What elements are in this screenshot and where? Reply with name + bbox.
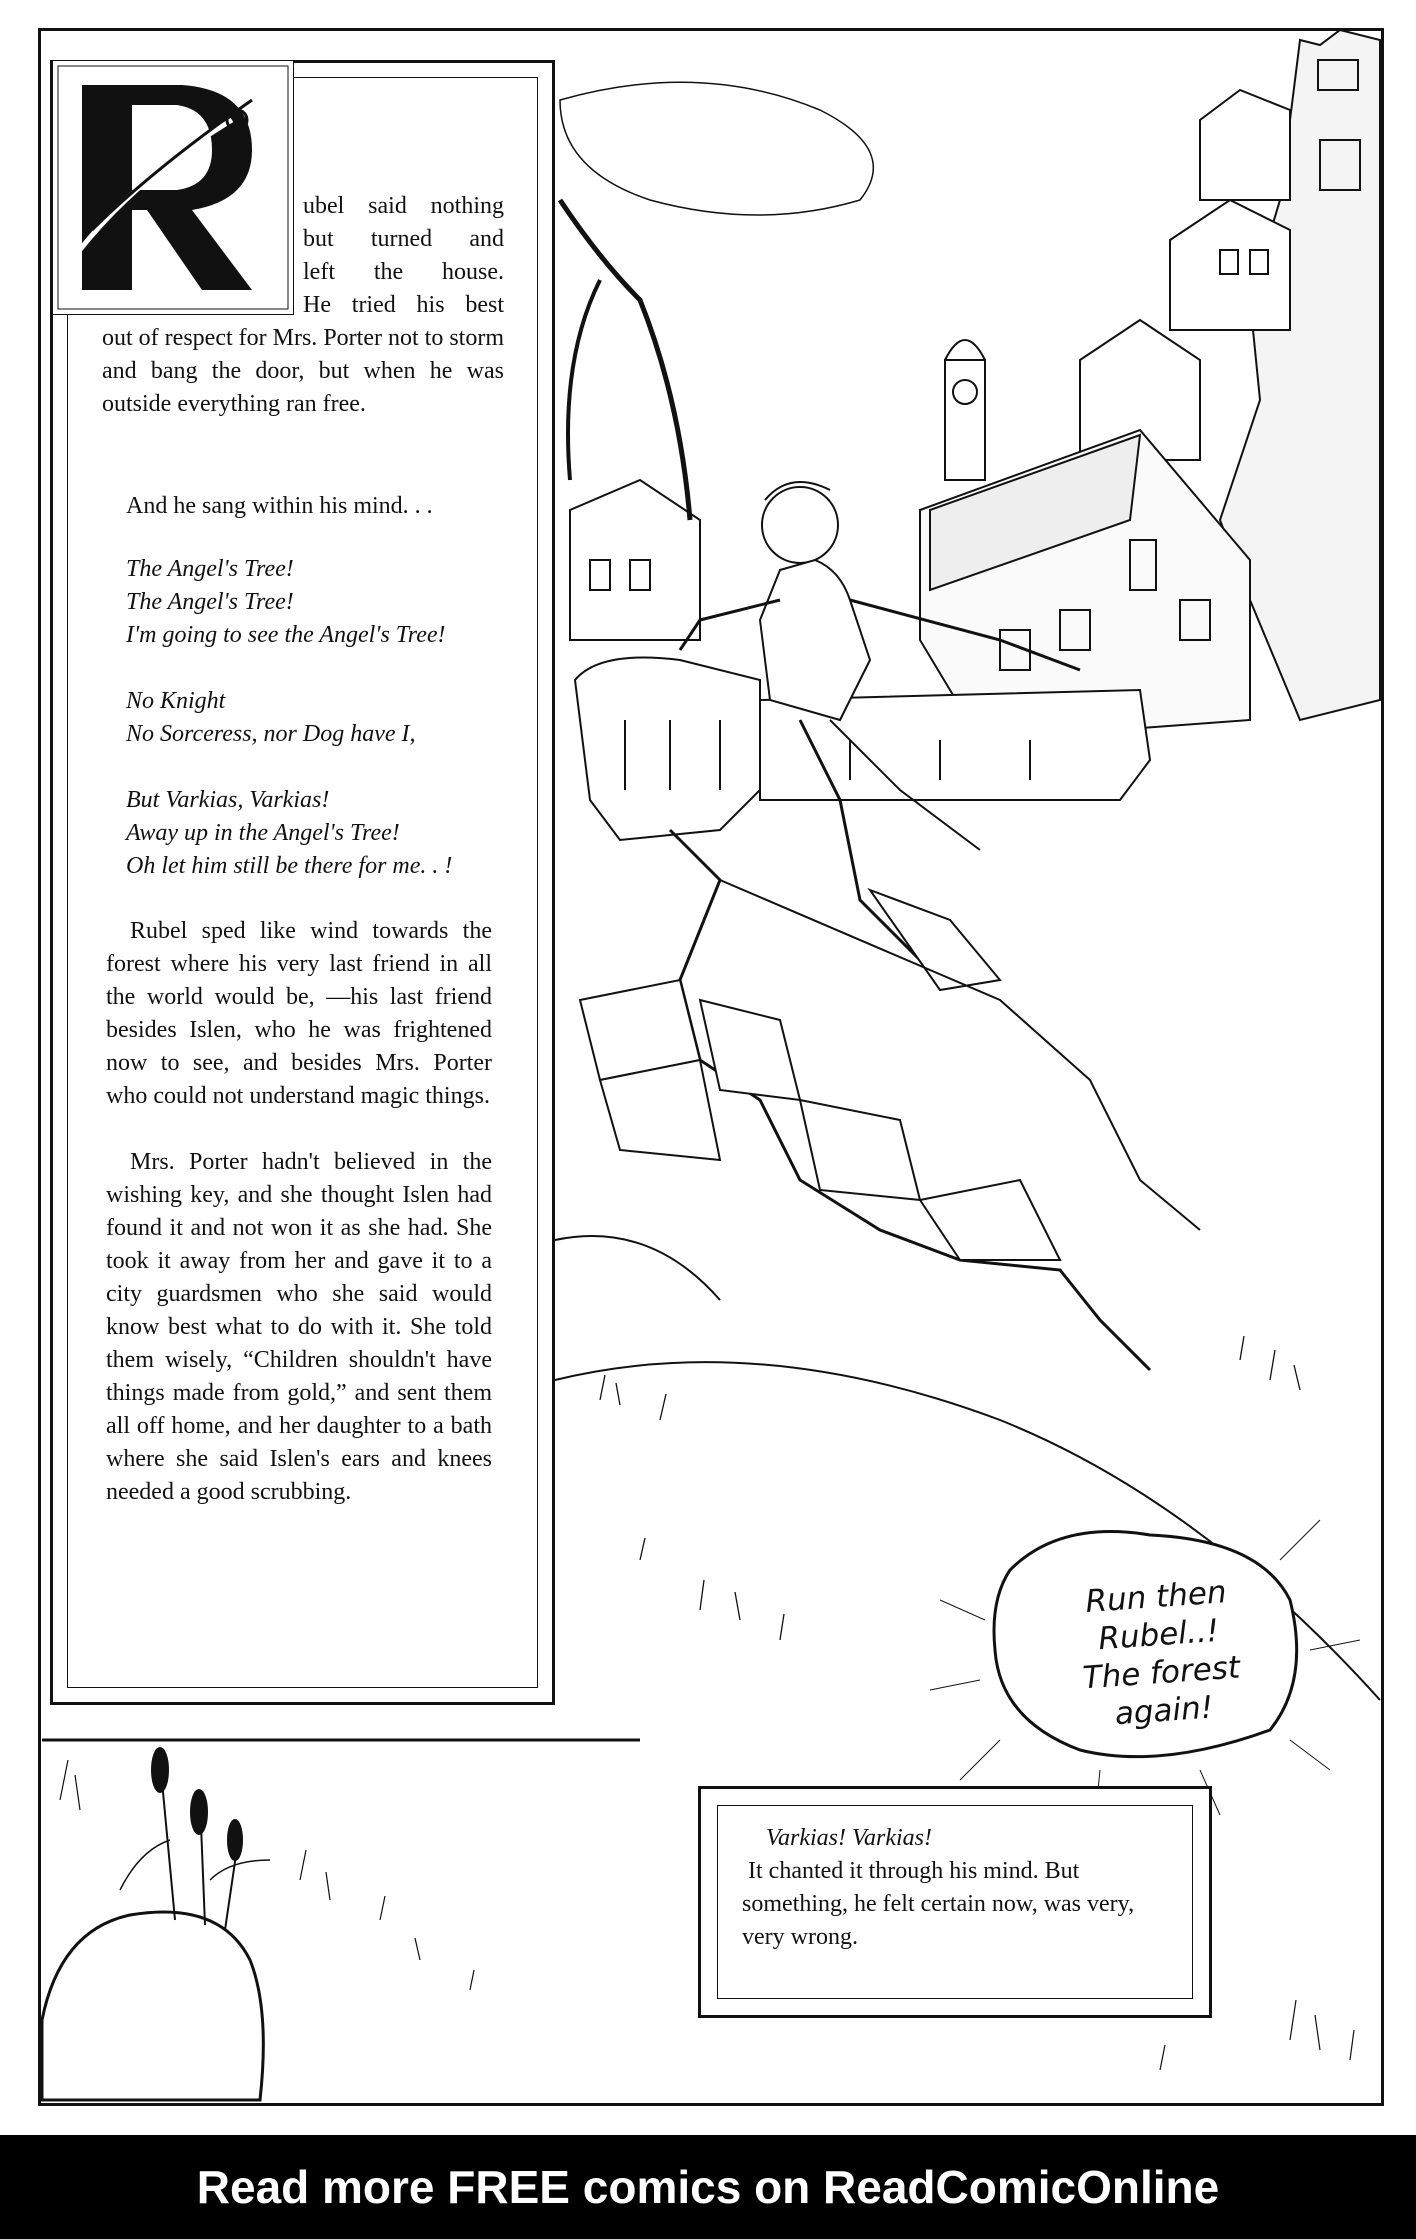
- caption-inner: [717, 1805, 1193, 1999]
- caption-text: It chanted it through his mind. But something, he felt certain now, was very, very wrong.: [742, 1858, 1135, 1950]
- paragraph-text: Mrs. Porter hadn't believed in the wishing key, and she thought Islen had found it and not won it as she had. She took it away from her and gave it to a city guardsmen who she said would know best what to do with it. She told them wisely, “Children shouldn't have things made from gold,” and sent them all off home, and her daughter to a bath where she said Islen's ears and knees needed a good scrubbing.: [106, 1149, 492, 1505]
- opening-line: He tried his best: [303, 292, 504, 318]
- ornate-dropcap-r: [52, 60, 294, 315]
- footer-link-text[interactable]: Read more FREE comics on ReadComicOnline: [196, 2161, 1220, 2213]
- footer-banner[interactable]: [0, 2135, 1416, 2239]
- song-line: [126, 751, 528, 784]
- caption-box: [698, 1786, 1212, 2018]
- song-verse: [126, 553, 528, 883]
- song-line: No Knight: [126, 688, 226, 714]
- exclamation-line: Rubel..!: [1097, 1612, 1221, 1658]
- exclamation-line: again!: [1113, 1689, 1215, 1733]
- paragraph-2: [102, 490, 504, 523]
- paragraph-text: And he sang within his mind. . .: [126, 493, 433, 519]
- song-line: Away up in the Angel's Tree!: [126, 820, 400, 846]
- opening-lines: [303, 190, 504, 322]
- paragraph-1-rest: [102, 322, 504, 421]
- opening-line: but turned and: [303, 226, 504, 252]
- song-line: I'm going to see the Angel's Tree!: [126, 622, 446, 648]
- paragraph-text: Rubel sped like wind towards the forest where his very last friend in all the world would be, —his last friend besides Islen, who he was frightened now to see, and besides Mrs. Porter who could not understand magic things.: [106, 918, 492, 1109]
- opening-line: left the house.: [303, 259, 504, 285]
- exclamation-line: Run then: [1084, 1574, 1228, 1621]
- caption-chant: Varkias! Varkias!: [766, 1825, 932, 1851]
- exclamation-line: The forest: [1081, 1649, 1242, 1697]
- opening-line: ubel said nothing: [303, 193, 504, 219]
- song-line: But Varkias, Varkias!: [126, 787, 330, 813]
- paragraph-3: [106, 915, 492, 1113]
- song-line: Oh let him still be there for me. . !: [126, 853, 453, 879]
- song-line: No Sorceress, nor Dog have I,: [126, 721, 416, 747]
- song-line: The Angel's Tree!: [126, 589, 294, 615]
- exclamation-burst-text: [1040, 1570, 1280, 1738]
- paragraph-text: out of respect for Mrs. Porter not to storm and bang the door, but when he was outside everything ran free.: [102, 325, 504, 417]
- paragraph-4: [106, 1146, 492, 1509]
- song-line: [126, 652, 528, 685]
- song-line: The Angel's Tree!: [126, 556, 294, 582]
